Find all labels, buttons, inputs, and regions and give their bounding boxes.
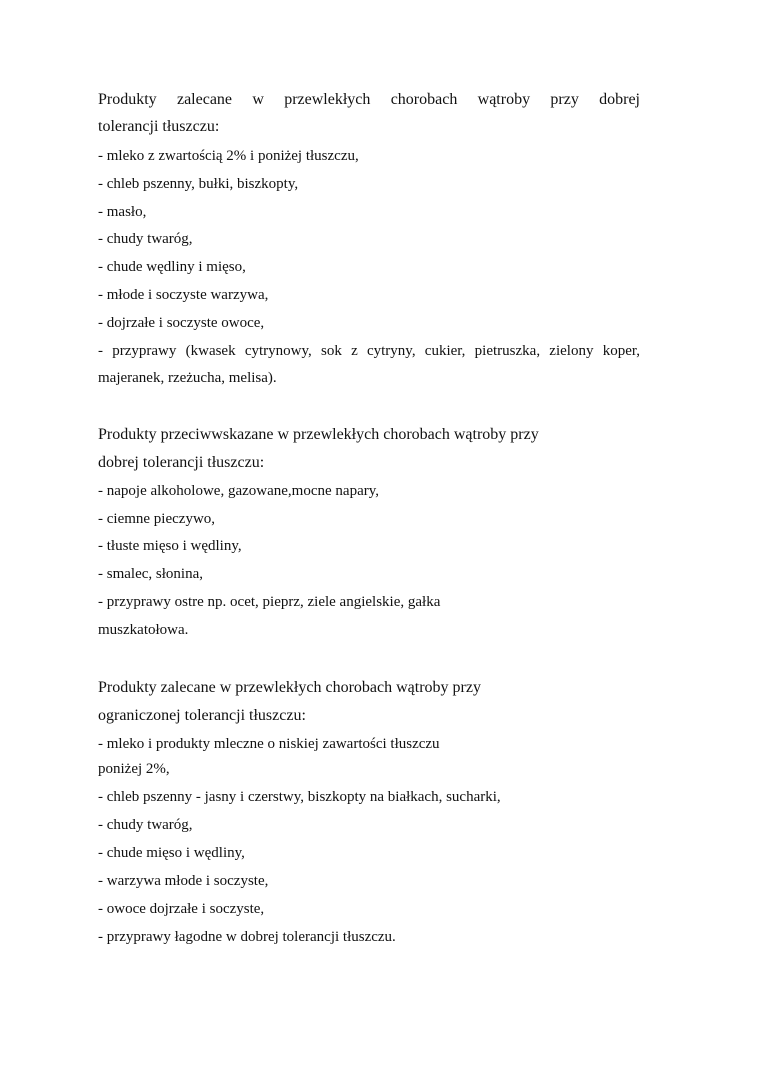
list-item: muszkatołowa. <box>98 622 189 638</box>
list-item: - dojrzałe i soczyste owoce, <box>98 315 265 331</box>
list-item: - młode i soczyste warzywa, <box>98 287 269 303</box>
list-item: - chude mięso i wędliny, <box>98 845 245 861</box>
list-item: - mleko i produkty mleczne o niskiej zawartości tłuszczu <box>98 736 440 752</box>
list-item: - przyprawy (kwasek cytrynowy, sok z cytryny, cukier, pietruszka, zielony koper, <box>98 343 640 359</box>
list-item: - chleb pszenny - jasny i czerstwy, biszkopty na białkach, sucharki, <box>98 789 501 805</box>
list-item: - masło, <box>98 204 147 220</box>
list-item: - tłuste mięso i wędliny, <box>98 538 242 554</box>
list-item: - owoce dojrzałe i soczyste, <box>98 901 265 917</box>
list-item: - chudy twaróg, <box>98 817 193 833</box>
list-item: - ciemne pieczywo, <box>98 511 216 527</box>
list-item: - napoje alkoholowe, gazowane,mocne napary, <box>98 483 379 499</box>
section-2-heading-line-2: dobrej tolerancji tłuszczu: <box>98 454 265 471</box>
list-item: - przyprawy łagodne w dobrej tolerancji tłuszczu. <box>98 929 396 945</box>
list-item: - chudy twaróg, <box>98 231 193 247</box>
section-1-heading-line-2: tolerancji tłuszczu: <box>98 118 220 135</box>
list-item: - warzywa młode i soczyste, <box>98 873 269 889</box>
section-3-heading-line-2: ograniczonej tolerancji tłuszczu: <box>98 707 306 724</box>
section-1-heading-line-1: Produkty zalecane w przewlekłych chorobach wątroby przy dobrej <box>98 91 640 108</box>
list-item: - chude wędliny i mięso, <box>98 259 246 275</box>
section-3-heading-line-1: Produkty zalecane w przewlekłych chorobach wątroby przy <box>98 679 481 696</box>
list-item: poniżej 2%, <box>98 761 170 777</box>
list-item: - smalec, słonina, <box>98 566 203 582</box>
section-2-heading-line-1: Produkty przeciwwskazane w przewlekłych chorobach wątroby przy <box>98 426 539 443</box>
list-item: - przyprawy ostre np. ocet, pieprz, ziele angielskie, gałka <box>98 594 441 610</box>
list-item: majeranek, rzeżucha, melisa). <box>98 370 277 386</box>
list-item: - chleb pszenny, bułki, biszkopty, <box>98 176 299 192</box>
list-item: - mleko z zwartością 2% i poniżej tłuszczu, <box>98 148 359 164</box>
